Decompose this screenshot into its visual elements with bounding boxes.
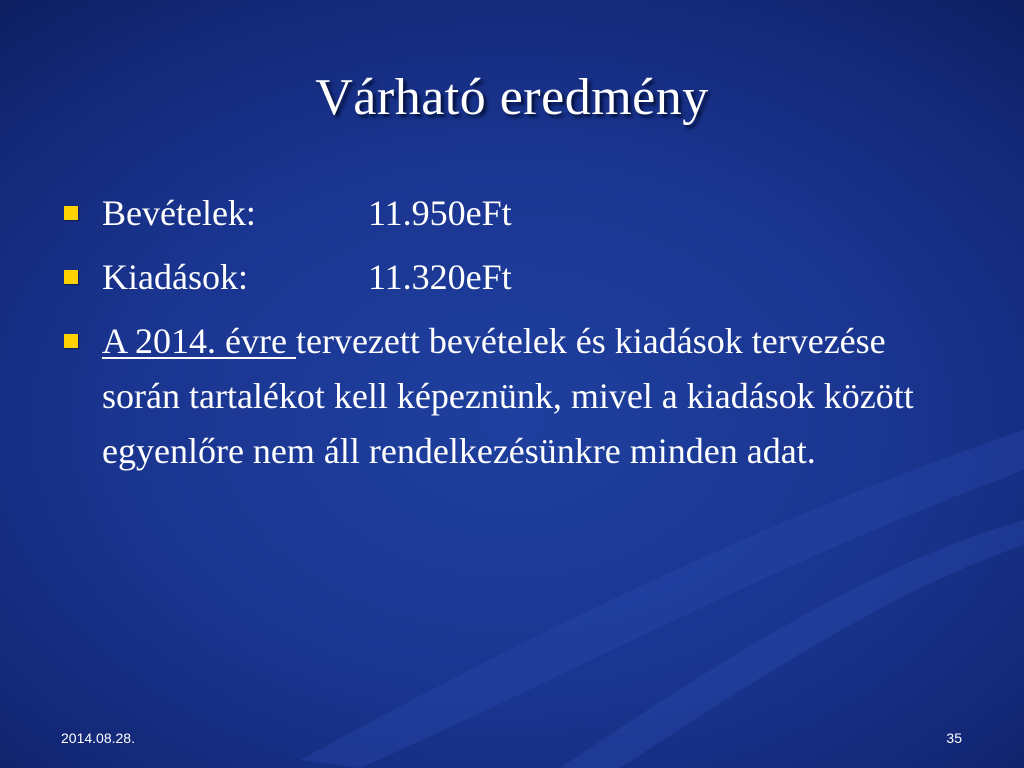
expenses-value: 11.320eFt <box>368 257 512 297</box>
footer-date: 2014.08.28. <box>61 730 135 746</box>
revenue-label: Bevételek: <box>102 193 256 233</box>
square-bullet-icon <box>64 334 78 348</box>
expenses-label: Kiadások: <box>102 257 248 297</box>
square-bullet-icon <box>64 206 78 220</box>
square-bullet-icon <box>64 270 78 284</box>
bullet-reserve-note <box>62 314 962 479</box>
bullet-list <box>62 186 962 488</box>
reserve-note-text: tervezett bevételek és kiadások tervezése során tartalékot kell képeznünk, mivel a kiadások között egyenlőre nem áll rendelkezésünkre minden adat. <box>102 321 914 471</box>
bullet-expenses <box>62 250 962 305</box>
slide-title: Várható eredmény <box>315 69 709 126</box>
reserve-note-underlined: A 2014. évre <box>102 321 296 361</box>
bullet-revenue <box>62 186 962 241</box>
revenue-value: 11.950eFt <box>368 193 512 233</box>
page-number: 35 <box>946 730 962 746</box>
